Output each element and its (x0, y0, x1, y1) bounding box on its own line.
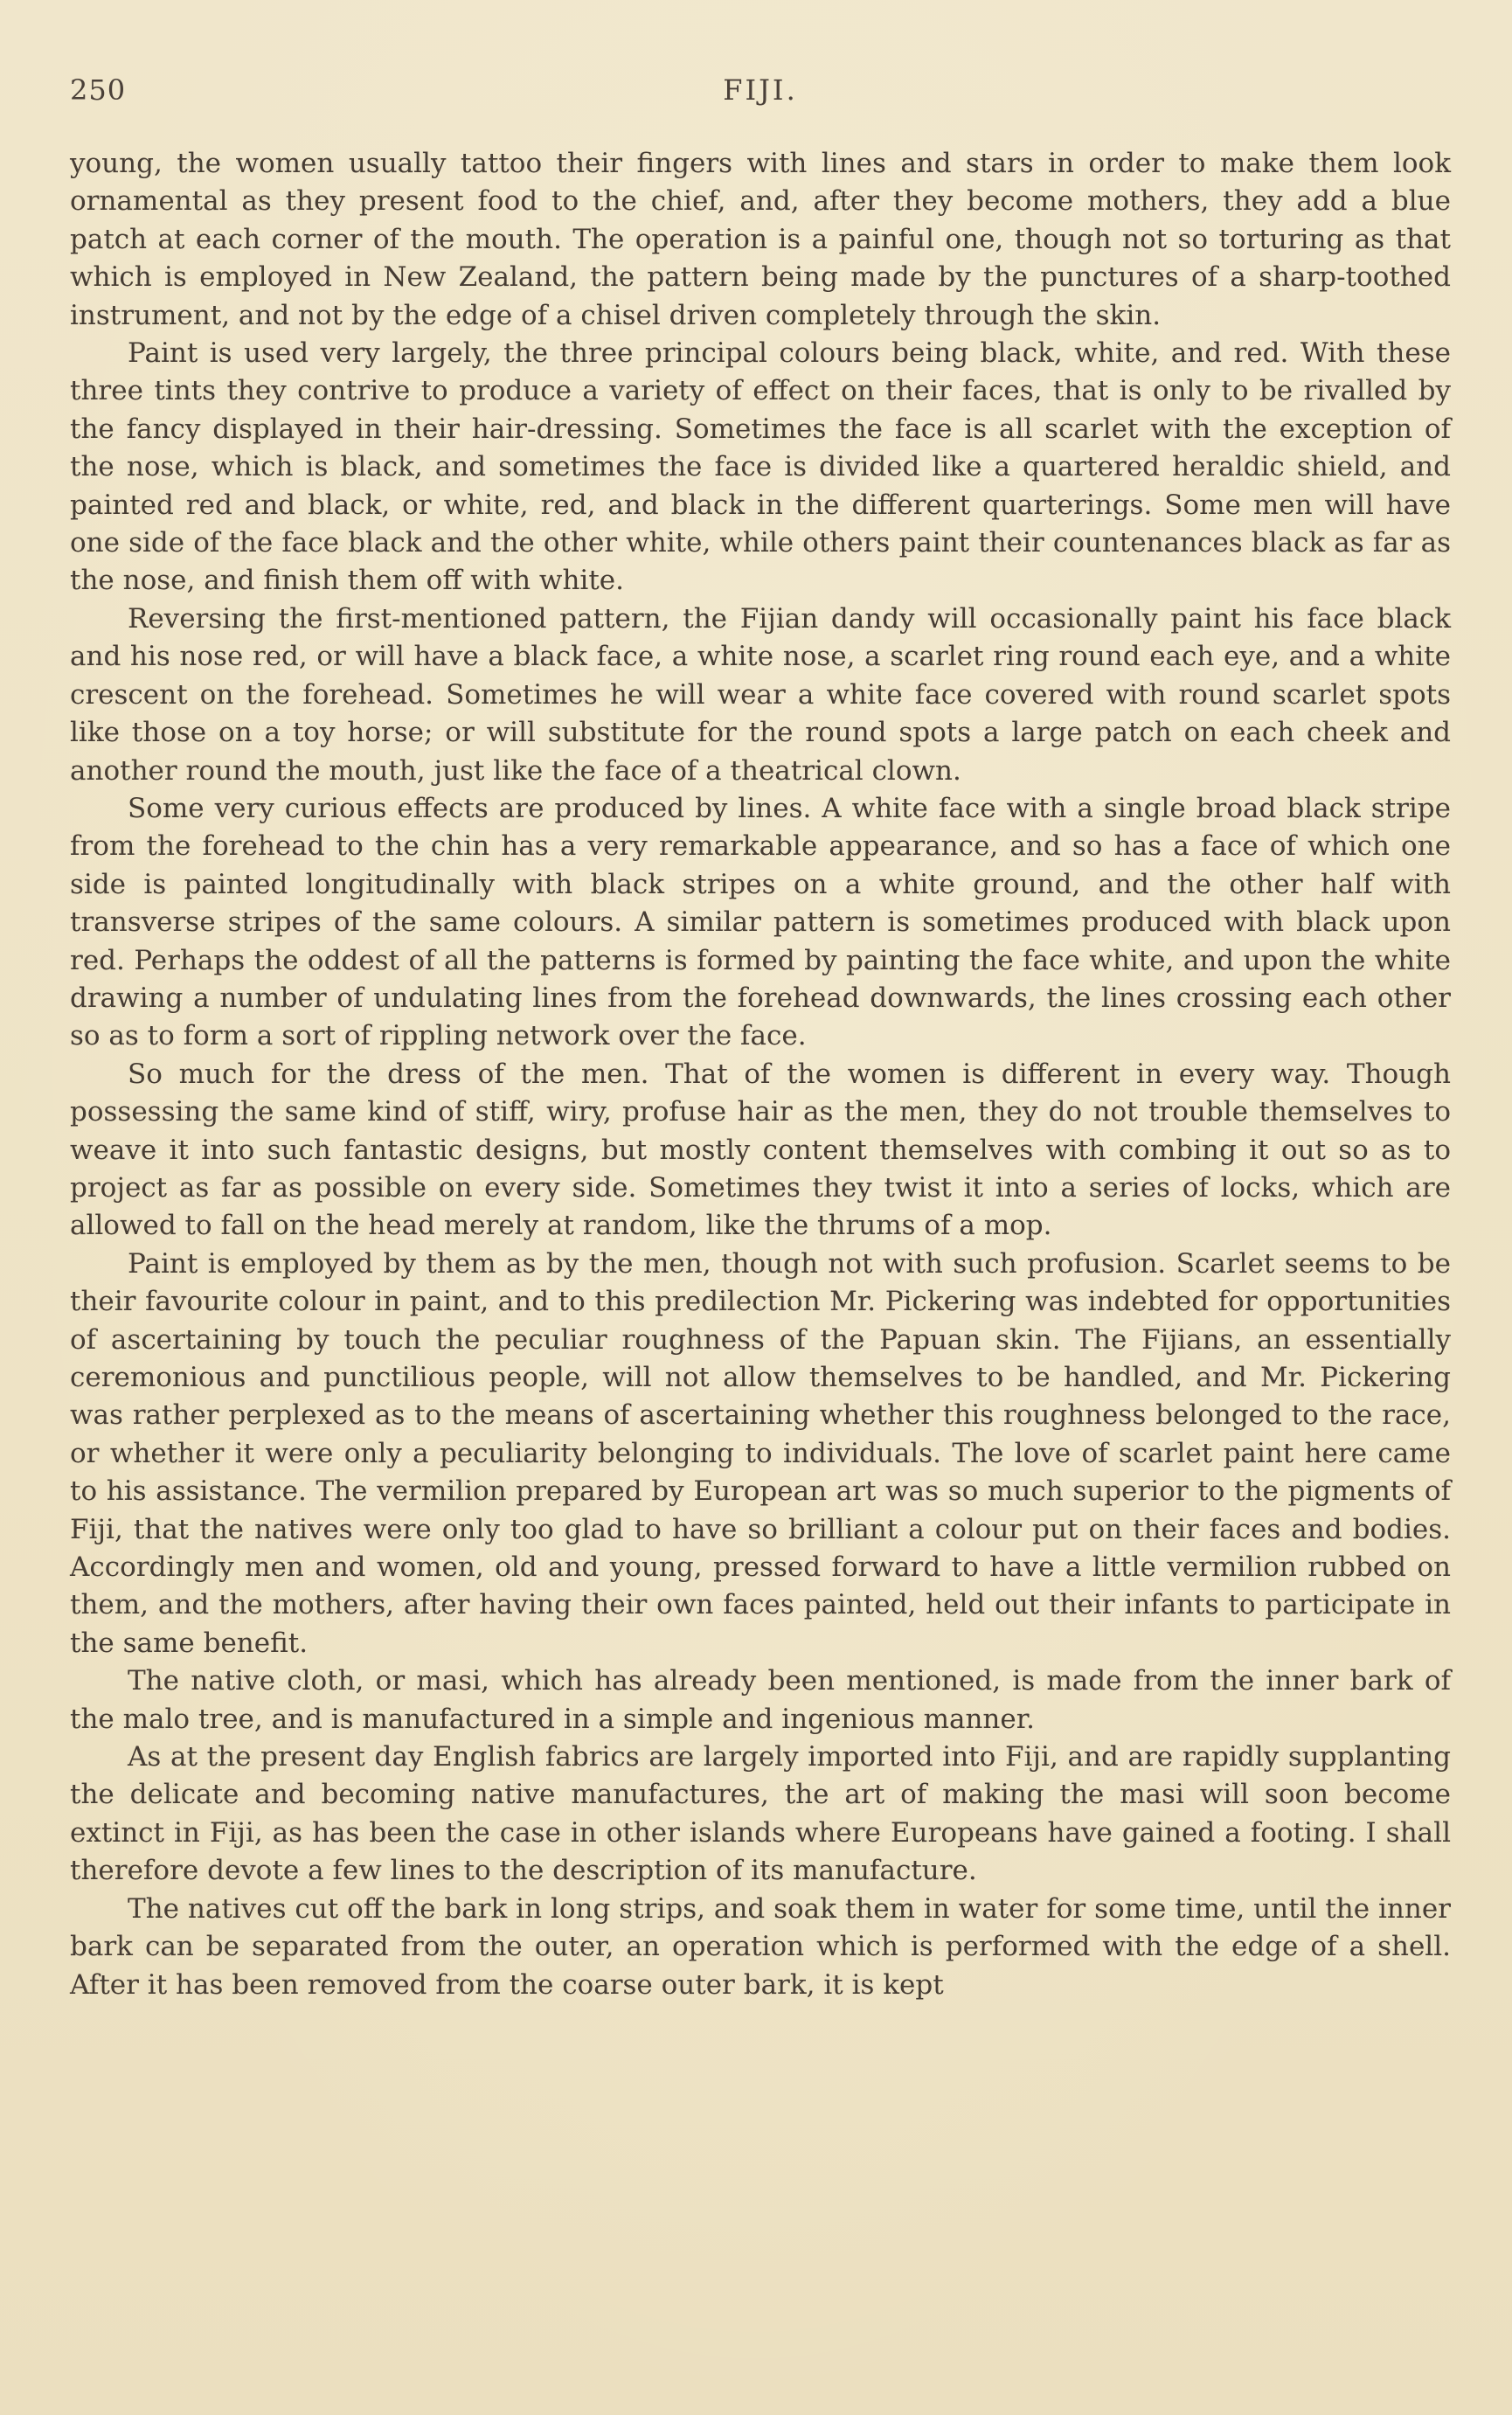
page-header (70, 73, 1451, 115)
paragraph: The native cloth, or masi, which has already been mentioned, is made from the inner bark of the malo tree, and is manufactured in a simple and ingenious manner. (70, 1665, 1451, 1735)
paragraph: So much for the dress of the men. That of the women is different in every way. Though possessing the same kind of stiff, wiry, profuse hair as the men, they do not trouble themselves to weave it into such fantastic designs, but mostly content themselves with combing it out so as to project as far as possible on every side. Sometimes they twist it into a series of locks, which are allowed to fall on the head merely at random, like the thrums of a mop. (70, 1058, 1451, 1242)
body-text (70, 145, 1451, 2004)
paragraph: Paint is employed by them as by the men, though not with such profusion. Scarlet seems to be their favourite colour in paint, and to this predilection Mr. Pickering was indebted for opportunities of ascertaining by touch the peculiar roughness of the Papuan skin. The Fijians, an essentially ceremonious and punctilious people, will not allow themselves to be handled, and Mr. Pickering was rather perplexed as to the means of ascertaining whether this roughness belonged to the race, or whether it were only a peculiarity belonging to individuals. The love of scarlet paint here came to his assistance. The vermilion prepared by European art was so much superior to the pigments of Fiji, that the natives were only too glad to have so brilliant a colour put on their faces and bodies. Accordingly men and women, old and young, pressed forward to have a little vermilion rubbed on them, and the mothers, after having their own faces painted, held out their infants to participate in the same benefit. (70, 1247, 1451, 1659)
paragraph: Some very curious effects are produced by lines. A white face with a single broad black stripe from the forehead to the chin has a very remarkable appearance, and so has a face of which one side is painted longitudinally with black stripes on a white ground, and the other half with transverse stripes of the same colours. A similar pattern is sometimes produced with black upon red. Perhaps the oddest of all the patterns is formed by painting the face white, and upon the white drawing a number of undulating lines from the forehead downwards, the lines crossing each other so as to form a sort of rippling network over the face. (70, 792, 1451, 1052)
running-head: FIJI. (723, 73, 798, 107)
paragraph: young, the women usually tattoo their fingers with lines and stars in order to make them look ornamental as they present food to the chief, and, after they become mothers, they add a blue patch at each corner of the mouth. The operation is a painful one, though not so torturing as that which is employed in New Zealand, the pattern being made by the punctures of a sharp-toothed instrument, and not by the edge of a chisel driven completely through the skin. (70, 148, 1451, 331)
paragraph: Reversing the first-mentioned pattern, the Fijian dandy will occasionally paint his face black and his nose red, or will have a black face, a white nose, a scarlet ring round each eye, and a white crescent on the forehead. Sometimes he will wear a white face covered with round scarlet spots like those on a toy horse; or will substitute for the round spots a large patch on each cheek and another round the mouth, just like the face of a theatrical clown. (70, 602, 1451, 787)
paragraph: Paint is used very largely, the three principal colours being black, white, and red. With these three tints they contrive to produce a variety of effect on their faces, that is only to be rivalled by the fancy displayed in their hair-dressing. Sometimes the face is all scarlet with the exception of the nose, which is black, and sometimes the face is divided like a quartered heraldic shield, and painted red and black, or white, red, and black in the different quarterings. Some men will have one side of the face black and the other white, while others paint their countenances black as far as the nose, and finish them off with white. (70, 337, 1451, 597)
paragraph: The natives cut off the bark in long strips, and soak them in water for some time, until the inner bark can be separated from the outer, an operation which is performed with the edge of a shell. After it has been removed from the coarse outer bark, it is kept (70, 1892, 1451, 2001)
page-number: 250 (70, 73, 127, 107)
paragraph: As at the present day English fabrics are largely imported into Fiji, and are rapidly supplanting the delicate and becoming native manufactures, the art of making the masi will soon become extinct in Fiji, as has been the case in other islands where Europeans have gained a footing. I shall therefore devote a few lines to the description of its manufacture. (70, 1741, 1451, 1887)
